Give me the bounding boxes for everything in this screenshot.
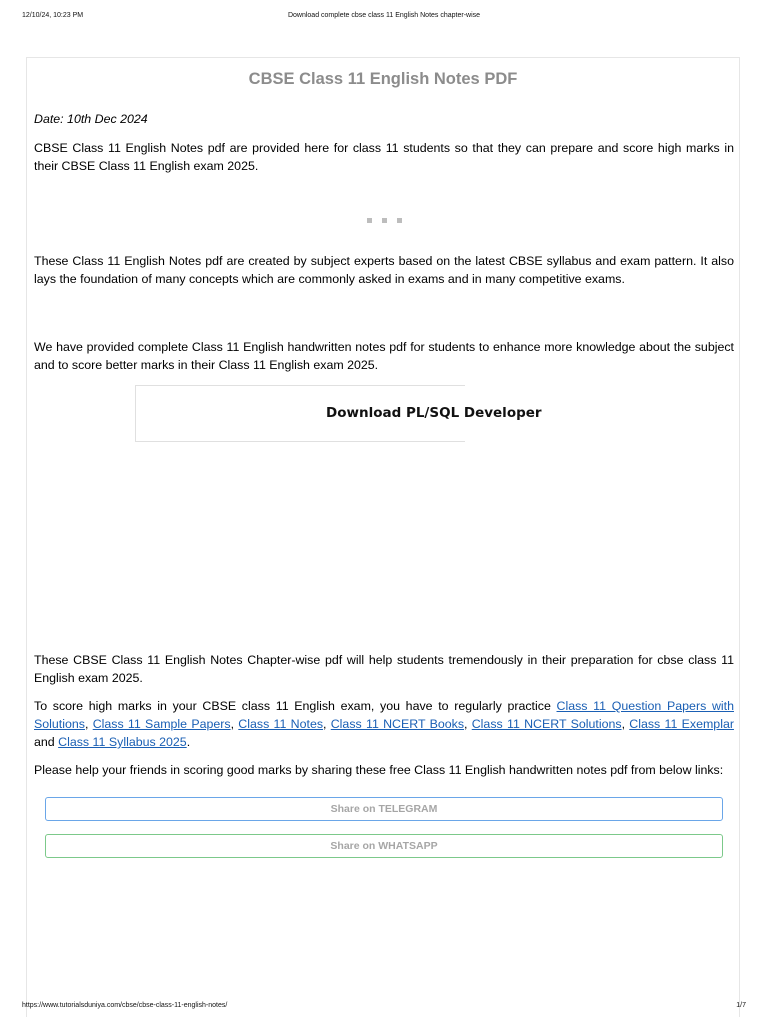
practice-paragraph: To score high marks in your CBSE class 11 English exam, you have to regularly practice Class 11 Question Papers with Solutions, Class 11 Sample Papers, Class 11 Notes, Class 11 NCERT Books, Class 11 NCERT Solutions, Class 11 Exemplar and Class 11 Syllabus 2025. <box>34 699 734 749</box>
link-syllabus[interactable]: Class 11 Syllabus 2025 <box>58 735 187 749</box>
share-request-paragraph: Please help your friends in scoring good marks by sharing these free Class 11 English handwritten notes pdf from below links: <box>34 763 724 777</box>
handwritten-notes-paragraph: We have provided complete Class 11 English handwritten notes pdf for students to enhance more knowledge about the subject and to score better marks in their Class 11 English exam 2025. <box>34 340 734 372</box>
notes-description-paragraph: These Class 11 English Notes pdf are created by subject experts based on the latest CBSE syllabus and exam pattern. It also lays the foundation of many concepts which are commonly asked in exams and in many competitive exams. <box>34 254 734 286</box>
share-whatsapp-button[interactable]: Share on WHATSAPP <box>45 834 723 858</box>
share-telegram-button[interactable]: Share on TELEGRAM <box>45 797 723 821</box>
page-title: CBSE Class 11 English Notes PDF <box>248 70 518 88</box>
print-footer <box>0 1002 768 1014</box>
link-sample-papers[interactable]: Class 11 Sample Papers <box>92 717 231 731</box>
loading-dot <box>397 218 402 223</box>
ad-banner[interactable] <box>135 385 542 442</box>
loading-dot <box>367 218 372 223</box>
print-datetime: 12/10/24, 10:23 PM <box>22 12 84 19</box>
loading-dots <box>0 210 768 228</box>
print-doc-title: Download complete cbse class 11 English Notes chapter-wise <box>287 12 481 19</box>
practice-intro-text: To score high marks in your CBSE class 11 English exam, you have to regularly practice <box>34 699 557 713</box>
loading-dot <box>382 218 387 223</box>
ad-banner-text[interactable]: Download PL/SQL Developer <box>326 405 542 421</box>
link-ncert-books[interactable]: Class 11 NCERT Books <box>330 717 465 731</box>
chapterwise-paragraph: These CBSE Class 11 English Notes Chapter-wise pdf will help students tremendously in their preparation for cbse class 11 English exam 2025. <box>34 653 734 685</box>
link-ncert-solutions[interactable]: Class 11 NCERT Solutions <box>471 717 622 731</box>
print-page-number: 1/7 <box>736 1002 746 1009</box>
link-notes[interactable]: Class 11 Notes <box>238 717 324 731</box>
print-header <box>0 12 768 24</box>
print-url: https://www.tutorialsduniya.com/cbse/cbse-class-11-english-notes/ <box>22 1002 228 1009</box>
link-question-papers[interactable]: Class 11 Question Papers with Solutions <box>34 699 734 731</box>
intro-paragraph: CBSE Class 11 English Notes pdf are provided here for class 11 students so that they can prepare and score high marks in their CBSE Class 11 English exam 2025. <box>34 141 734 173</box>
link-exemplar[interactable]: Class 11 Exemplar <box>629 717 734 731</box>
article-date: Date: 10th Dec 2024 <box>34 112 148 126</box>
article-card <box>26 57 740 1017</box>
